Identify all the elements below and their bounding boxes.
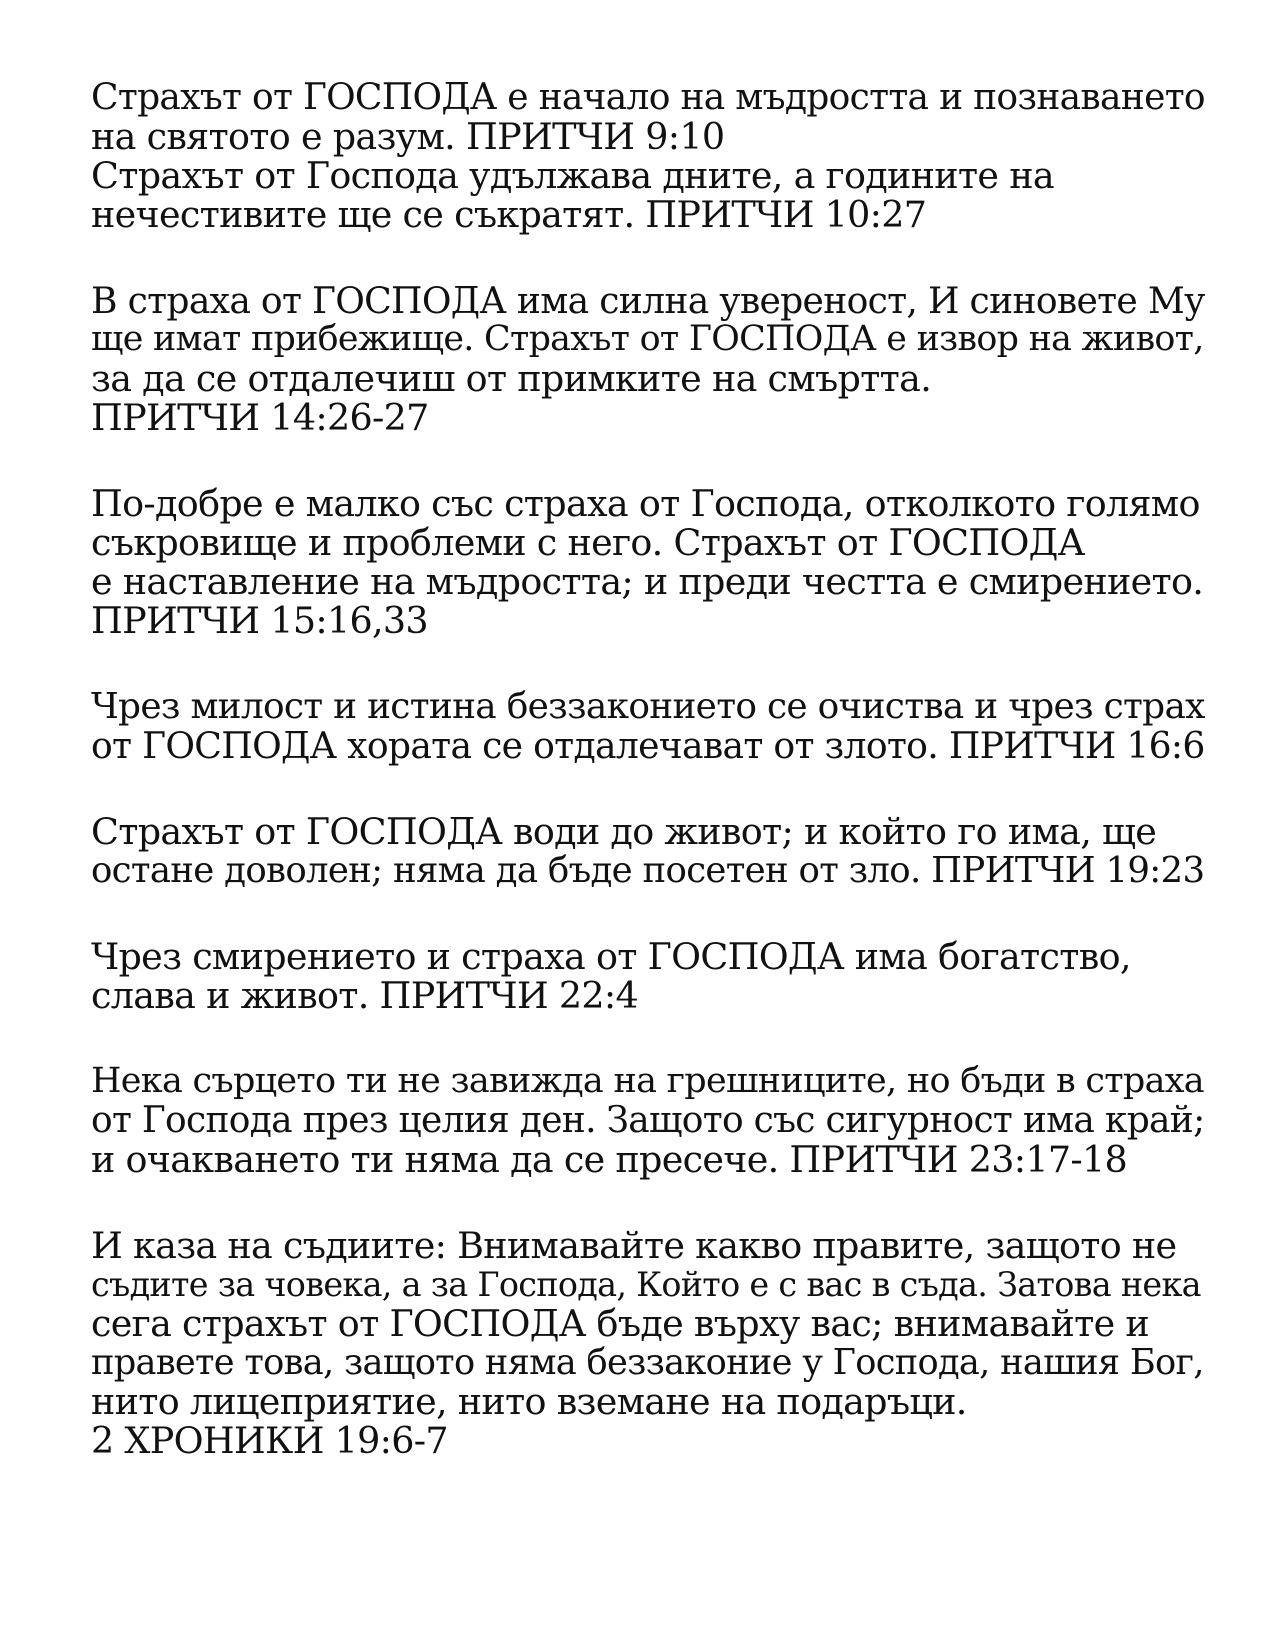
verse-line: Страхът от ГОСПОДА е начало на мъдростта и познаването bbox=[91, 77, 1205, 118]
verse-line: Нека сърцето ти не завижда на грешниците, но бъди в страха bbox=[91, 1061, 1204, 1101]
paragraph-gap bbox=[91, 765, 1211, 812]
verse-line: Чрез смирението и страха от ГОСПОДА има богатство, bbox=[91, 935, 1131, 978]
verse-line: Страхът от Господа удължава дните, а годините на bbox=[91, 154, 1054, 197]
verse-line: ще имат прибежище. Страхът от ГОСПОДА е извор на живот, bbox=[91, 319, 1204, 359]
paragraph-gap bbox=[91, 890, 1211, 937]
paragraph-gap bbox=[91, 1179, 1211, 1226]
verse-paragraph bbox=[91, 484, 1211, 640]
verse-line: за да се отдалечиш от примките на смъртта. bbox=[91, 357, 932, 400]
verse-paragraph bbox=[91, 1062, 1211, 1179]
verse-line: от ГОСПОДА хората се отдалечават от злото. ПРИТЧИ 16:6 bbox=[91, 724, 1205, 767]
verse-line: и очакването ти няма да се пресече. ПРИТЧИ 23:17-18 bbox=[91, 1138, 1128, 1181]
paragraph-gap bbox=[91, 437, 1211, 484]
verse-line: правете това, защото няма беззаконие у Господа, нашия Бог, bbox=[91, 1342, 1204, 1383]
verse-line: слава и живот. ПРИТЧИ 22:4 bbox=[91, 974, 639, 1017]
verse-line: съдите за човека, а за Господа, Който е с вас в съда. Затова нека bbox=[91, 1265, 1201, 1304]
verse-line: от Господа през целия ден. Защото със сигурност има край; bbox=[91, 1100, 1205, 1141]
paragraph-gap bbox=[91, 1015, 1211, 1062]
verse-line: сега страхът от ГОСПОДА бъде върху вас; внимавайте и bbox=[91, 1302, 1149, 1345]
paragraph-gap bbox=[91, 640, 1211, 687]
verse-paragraph bbox=[91, 1226, 1211, 1460]
verse-line: 2 ХРОНИКИ 19:6-7 bbox=[91, 1419, 448, 1462]
verse-line: остане доволен; няма да бъде посетен от зло. ПРИТЧИ 19:23 bbox=[91, 850, 1205, 891]
verse-line: По-добре е малко със страха от Господа, отколкото голямо bbox=[91, 482, 1200, 525]
verse-paragraph bbox=[91, 78, 1211, 234]
verse-line: И каза на съдиите: Внимавайте какво правите, защото не bbox=[91, 1224, 1177, 1267]
paragraph-gap bbox=[91, 234, 1211, 281]
verse-paragraph bbox=[91, 937, 1211, 1015]
verse-paragraph bbox=[91, 812, 1211, 890]
verse-line: ПРИТЧИ 15:16,33 bbox=[91, 599, 428, 642]
verse-line: съкровище и проблеми с него. Страхът от ГОСПОДА bbox=[91, 521, 1085, 564]
verse-line: е наставление на мъдростта; и преди честта е смирението. bbox=[91, 560, 1204, 603]
verse-line: В страха от ГОСПОДА има силна увереност, И синовете Му bbox=[91, 279, 1205, 322]
verse-line: нечестивите ще се съкратят. ПРИТЧИ 10:27 bbox=[91, 193, 927, 236]
verse-line: на святото е разум. ПРИТЧИ 9:10 bbox=[91, 115, 725, 158]
verse-paragraph bbox=[91, 687, 1211, 765]
verse-line: нито лицеприятие, нито вземане на подаръци. bbox=[91, 1380, 967, 1423]
document-body bbox=[91, 78, 1211, 1460]
verse-line: ПРИТЧИ 14:26-27 bbox=[91, 396, 429, 439]
verse-line: Чрез милост и истина беззаконието се очиства и чрез страх bbox=[91, 686, 1205, 727]
verse-line: Страхът от ГОСПОДА води до живот; и който го има, ще bbox=[91, 810, 1157, 853]
verse-paragraph bbox=[91, 281, 1211, 437]
